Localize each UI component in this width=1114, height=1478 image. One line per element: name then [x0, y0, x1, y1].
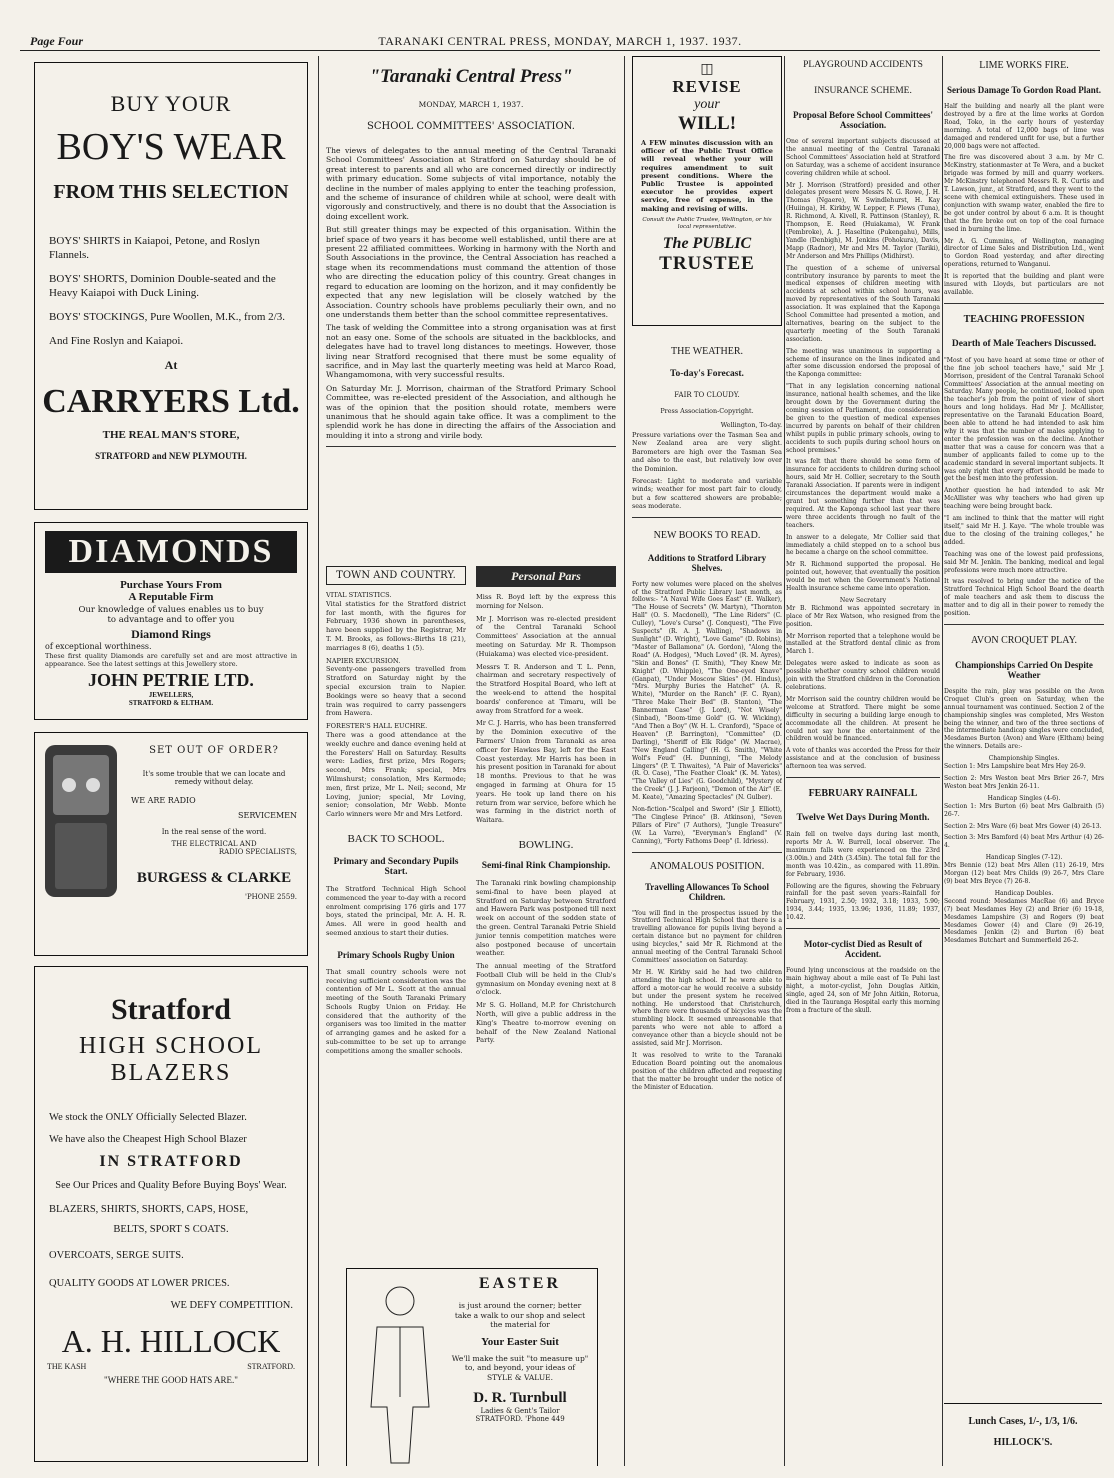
turnbull-advert	[346, 1268, 598, 1466]
ad-heading: REVISE	[672, 77, 742, 96]
advert-column	[34, 56, 308, 1466]
weather-body	[632, 431, 782, 511]
news-column	[632, 56, 782, 1466]
ad-items	[49, 234, 293, 348]
paragraph: On Saturday Mr. J. Morrison, chairman of the Stratford Primary School Committee, was re-elected president of the Association, and although he was of the opinion that the position should rotate, members were unanimous that he should again take office. It was a compliment to the splendid work he has done in directing the affairs of the Association and moulding it into a strong and virile body.	[326, 383, 616, 440]
ad-line: BELTS, SPORT S COATS.	[113, 1224, 229, 1235]
ad-line: In the real sense of the word.	[161, 828, 267, 836]
paragraph: It is reported that the building and plant were insured with Lloyds, but particulars are not available.	[944, 273, 1104, 296]
ad-line: STRATFORD.	[247, 1362, 295, 1371]
editorial-heading: SCHOOL COMMITTEES' ASSOCIATION.	[367, 121, 575, 132]
article-heading: PLAYGROUND ACCIDENTS	[803, 60, 923, 70]
section-heading: TOWN AND COUNTRY.	[326, 566, 466, 585]
ad-line: STRATFORD & ELTHAM.	[128, 699, 214, 707]
ad-line: It's some trouble that we can locate and remedy without delay.	[142, 770, 286, 786]
paragraph: Seventy-one passengers travelled from Stratford on Saturday night by the special excursion train to Napier. Bookings were so heavy that a second train was required to carry passengers from Hawera.	[326, 665, 466, 718]
books-body	[632, 581, 782, 846]
article-subheading: INSURANCE SCHEME.	[814, 86, 912, 96]
paragraph: The question of a scheme of universal contributory insurance by parents to meet the medical expenses of children meeting with accidents at school within school hours, was moved by representatives of the South Taranaki association. It was explained that the Kaponga School Committee had presented a motion, and alternatives, bearing on the subject to the quarterly meeting of the South Taranaki association.	[786, 264, 940, 343]
ad-text	[131, 745, 297, 901]
ad-heading: BLAZERS	[110, 1060, 232, 1086]
article-heading: THE WEATHER.	[670, 346, 744, 357]
ad-text: Consult the Public Trustee, Wellington, or his local representative.	[642, 216, 772, 230]
article-heading: BACK TO SCHOOL.	[347, 832, 445, 845]
anomalous-body	[632, 910, 782, 1092]
paragraph: Section 2: Mrs Ware (6) beat Mrs Gower (4) 26-13.	[944, 822, 1102, 830]
personal-pars	[476, 593, 616, 825]
ad-line: SET OUT OF ORDER?	[149, 745, 279, 756]
paragraph: But still greater things may be expected of this organisation. Within the brief space of two years it has become well established, until there are at present 22 affiliated committees. Working in harmony with the North and South Associations in the province, the Central Association has reached a stage when its recommendations must command the attention of those who are directing the education policy of this country. Great changes in regard to education are looming on the horizon, and it may confidently be expected that any new legislation will be closely watched by the Association. Country schools have problems peculiarly their own, and no one understands them better than the school committee representatives.	[326, 225, 616, 319]
ad-firm: The PUBLIC	[662, 234, 752, 252]
ad-line: Your Easter Suit	[481, 1335, 559, 1348]
paragraph: The annual meeting of the Stratford Football Club will be held in the Club's gymnasium on Monday evening next at 8 o'clock.	[476, 962, 616, 997]
article-heading: ANOMALOUS POSITION.	[649, 860, 765, 872]
divider	[944, 624, 1104, 625]
ad-line: Purchase Yours From	[120, 579, 222, 591]
burgess-clarke-advert	[34, 732, 308, 956]
article-subheading: Travelling Allowances To School Children.	[644, 881, 770, 902]
paragraph: Mr R. Richmond supported the proposal. He pointed out, however, that eventually the position would be met when the Government's National Health insurance scheme came into operation.	[786, 561, 940, 593]
column-rule	[624, 56, 625, 1466]
paragraph: It was felt that there should be some form of insurance for accidents to children during school hours, said Mr H. Collier, secretary to the South Taranaki Association. If parents were in indigent circumstances the department would make a grant but something further than that was required. At the Kaponga school last year there were three accidents through no fault of the teachers.	[786, 458, 940, 529]
paragraph: The Taranaki rink bowling championship semi-final to have been played at Stratford on Saturday between Stratford and Hawera Park was postponed till next week on account of the sodden state of the green. Central Taranaki Petrie Shield junior tennis competition matches were also postponed because of uncertain weather.	[476, 878, 616, 958]
ad-heading: Stratford	[111, 993, 231, 1026]
article-subheading: Twelve Wet Days During Month.	[796, 813, 930, 824]
radio-set-illustration	[43, 743, 121, 903]
news-column	[944, 56, 1104, 1466]
ad-firm: BURGESS & CLARKE	[136, 870, 292, 886]
subhead: VITAL STATISTICS.	[326, 591, 392, 599]
teaching-body	[944, 357, 1104, 618]
ad-firm: CARRYERS Ltd.	[42, 383, 300, 420]
ad-heading: BUY YOUR	[110, 91, 232, 116]
paragraph: It was resolved to bring under the notice of the Stratford Technical High School Board the dearth of male teachers and ask them to discuss the matter and to dig all in their power to remedy the position.	[944, 578, 1104, 618]
masthead-title: TARANAKI CENTRAL PRESS, MONDAY, MARCH 1, 1937. 1937.	[378, 34, 742, 48]
paragraph: The meeting was unanimous in supporting a scheme of insurance on the lines indicated and after some discussion endorsed the proposal of the Kaponga committee:	[786, 347, 940, 379]
ad-firm: D. R. Turnbull	[473, 1390, 567, 1406]
paragraph: Rain fell on twelve days during last month, reports Mr A. W. Burrell, local observer. The maximum falls were experienced on the 23rd (3.00in.) and 24th (3.45in). The total fall for the month was 10.42in., as compared with 11.89in. for February, 1936.	[786, 831, 940, 878]
paragraph: Section 2: Mrs Weston beat Mrs Brier 26-7, Mrs Weston beat Mrs Jenkin 26-11.	[944, 775, 1104, 790]
paragraph: Mr Morrison reported that a telephone would be installed at the Stratford dental clinic as from March 1.	[786, 632, 940, 656]
paragraph: Mr S. G. Holland, M.P. for Christchurch North, will give a public address in the King's Theatre to-morrow evening on behalf of the New Zealand National Party.	[476, 1001, 616, 1045]
paragraph: Mr C. J. Harris, who has been transferred by the Dominion executive of the Farmers' Union from Taranaki as area officer for Hawkes Bay, left for the East Coast yesterday. Mr Harris has been in his present position in Taranaki for about 18 months. Previous to that he was engaged in farming at Ohura for 15 years. He took up land there on his return from war service, before which he was farming in the district north of Waitara.	[476, 719, 616, 825]
trustee-emblem: ◫	[700, 61, 714, 77]
ad-line: STRATFORD. 'Phone 449	[475, 1415, 565, 1423]
ad-line: Our knowledge of values enables us to buy to advantage and to offer you	[78, 605, 264, 625]
article-heading: BOWLING.	[518, 838, 574, 851]
credit-line: Press Association-Copyright.	[660, 407, 754, 415]
ad-heading: your	[694, 97, 720, 112]
section-heading: Personal Pars	[476, 566, 616, 587]
article-subheading: Serious Damage To Gordon Road Plant.	[946, 85, 1102, 95]
ad-line: 'PHONE 2559.	[245, 893, 297, 901]
ad-line: BOYS' STOCKINGS, Pure Woollen, M.K., from 2/3.	[49, 311, 285, 323]
article-subheading: Primary and Secondary Pupils Start.	[333, 856, 459, 877]
paragraph: Teaching was one of the lowest paid professions, said Mr M. Jenkin. The banking, medical and legal professions were much more attractive.	[944, 550, 1104, 574]
paragraph: Second round: Mesdames MacRae (6) and Bryce (7) beat Mesdames Hey (2) and Brier (6) 19-18, Mesdames Lampshire (3) and Rogers (9) beat Mesdames Gower (4) and Clare (9) 26-19, Mesdames Jenkin (2) and Burton (6) beat Mesdames Butchart and Summerfield 26-2.	[944, 897, 1104, 945]
paragraph: Messrs T. R. Anderson and T. L. Penn, chairman and secretary respectively of the Stratford Hospital Board, who left at the week-end to attend the hospital boards' conference at Timaru, will be away from Stratford for a week.	[476, 662, 616, 715]
dateline: Wellington, To-day.	[720, 421, 782, 429]
paragraph: The views of delegates to the annual meeting of the Central Taranaki School Committees' Association at Stratford on Saturday should be of great interest to parents and all who are concerned directly or indirectly with primary education. Some subjects of vital importance, notably the decline in the number of males applying to enter the teaching profession, and the scheme of insurance of children while at school, were dealt with vigorously and constructively, and there is no doubt that the Association is doing excellent work.	[326, 146, 616, 221]
subhead: Handicap Singles (4-6).	[987, 794, 1061, 802]
article-subheading: Dearth of Male Teachers Discussed.	[951, 338, 1097, 349]
paragraph: Miss R. Boyd left by the express this morning for Nelson.	[476, 593, 616, 610]
subhead: FORESTER'S HALL EUCHRE.	[326, 722, 428, 731]
paragraph: "I am inclined to think that the matter will right itself," said Mr H. J. Kaye. "The whole trouble was due to the closing of the training colleges," he added.	[944, 515, 1104, 546]
paragraph: Found lying unconscious at the roadside on the main highway about a mile east of Te Puhi last night, a motor-cyclist, John Douglas Aitkin, single, aged 24, son of Mr John Aitkin, Rotorua, died in the Tauranga Hospital early this morning from a fracture of the skull.	[786, 967, 940, 1014]
paragraph: Half the building and nearly all the plant were destroyed by a fire at the lime works at Gordon Road, Toko, in the early hours of yesterday morning. A total of 12,000 bags of lime was damaged and rendered unfit for use, but a further 20,000 bags were not affected.	[944, 103, 1104, 150]
ad-line: RADIO SPECIALISTS,	[218, 848, 297, 856]
paragraph: Mr A. G. Cummins, of Wellington, managing director of Lime Sales and Distribution Ltd., went to Gordon Road yesterday, and after directing operations, returned to Wanganui.	[944, 237, 1104, 269]
article-heading: TEACHING PROFESSION	[963, 313, 1085, 325]
ad-line: We stock the ONLY Officially Selected Blazer.	[49, 1112, 247, 1123]
article-subheading: To-day's Forecast.	[670, 369, 744, 379]
lime-body	[944, 103, 1104, 297]
ad-line: WE DEFY COMPETITION.	[170, 1300, 293, 1311]
article-heading: Primary Schools Rugby Union	[337, 949, 455, 960]
ad-heading: HIGH SCHOOL	[79, 1033, 263, 1059]
ad-footer	[47, 1362, 295, 1371]
hillock-lunch-advert	[944, 1403, 1102, 1466]
column-rule	[784, 56, 785, 1466]
paragraph: Mrs Bennie (12) beat Mrs Allen (11) 26-19, Mrs Morgan (12) beat Mrs Childs (9) 26-7, Mrs Clare (9) beat Mrs Bryce (7) 26-8.	[944, 862, 1104, 885]
divider	[632, 517, 782, 518]
ad-line: We'll make the suit "to measure up" to, and beyond, your ideas of STYLE & VALUE.	[451, 1353, 589, 1382]
divider	[632, 852, 782, 853]
paragraph: It was resolved to write to the Taranaki Education Board pointing out the anomalous position of the children affected and requesting that the matter be brought under the notice of the Minister of Education.	[632, 1051, 782, 1091]
petrie-advert	[34, 522, 308, 720]
masthead	[20, 34, 1100, 51]
paragraph: The Stratford Technical High School commenced the year to-day with a record enrolment comprising 176 girls and 177 boys, stated the principal, Mr. A. H. R. Ames. All were in good health and seemed anxious to start their duties.	[326, 884, 466, 937]
article-subheading: Championships Carried On Despite Weather	[955, 659, 1093, 680]
news-subcolumn	[476, 566, 616, 1049]
paragraph: A vote of thanks was accorded the Press for their assistance and at the conclusion of business afternoon tea was served.	[786, 747, 940, 771]
editorial-body	[326, 146, 616, 440]
hillock-advert	[34, 966, 308, 1462]
town-and-country	[326, 591, 466, 819]
article-subheading: Additions to Stratford Library Shelves.	[647, 552, 767, 573]
editorial-date: MONDAY, MARCH 1, 1937.	[418, 100, 524, 109]
page-number: Page Four	[30, 34, 84, 48]
ad-text: A FEW minutes discussion with an officer of the Public Trust Office will reveal whether your will requires amendment to suit present conditions. Where the Public Trustee is appointed executor he provides expert service, free of expense, in the making and revising of wills.	[641, 139, 773, 213]
paragraph: In answer to a delegate, Mr Collier said that immediately a child stepped on to a school bus he became a charge on the school committee.	[786, 533, 940, 557]
divider	[944, 303, 1104, 304]
paragraph: That small country schools were not receiving sufficient consideration was the contention of Mr L. Scott at the annual meeting of the South Taranaki Primary Schools Rugby Union on Friday. He considered that the authority of the organisers was too limited in the matter of arranging games and he asked for a sub-committee to be set up to arrange competitions among the smaller schools.	[326, 967, 466, 1055]
ad-line: BLAZERS, SHIRTS, SHORTS, CAPS, HOSE,	[49, 1204, 249, 1215]
ad-line: At	[164, 358, 178, 372]
ad-line: See Our Prices and Quality Before Buying Boys' Wear.	[55, 1180, 287, 1191]
ad-heading: EASTER	[478, 1275, 562, 1292]
paragraph: Following are the figures, showing the February rainfall for the past seven years:-Rainfall for February, 1931, 2.50; 1932, 3.18; 1933, 5.90; 1934, 3.44; 1935, 13.96; 1936, 11.89; 1937, 10.42.	[786, 882, 940, 922]
article-heading: FEBRUARY RAINFALL	[808, 788, 918, 800]
paper-title: "Taranaki Central Press"	[369, 66, 573, 87]
ad-line: Ladies & Gent's Tailor	[480, 1407, 560, 1415]
ad-line: And Fine Roslyn and Kaiapoi.	[49, 335, 184, 347]
paragraph: The task of welding the Committee into a strong organisation was at first not an easy one. Some of the schools are situated in the backblocks, and delegates have had to travel long distances to meetings. However, those living near Stratford recognised that there must be some equality of sacrifice, and in May last the quarterly meeting was held at Marco Road, Whangamomona, with very successful results.	[326, 323, 616, 380]
article-heading: NEW BOOKS TO READ.	[653, 529, 761, 541]
paragraph: Mr J. Morrison was re-elected president of the Central Taranaki School Committees' Association at the annual meeting on Saturday. Mr R. Thompson (Huiakama) was elected vice-president.	[476, 614, 616, 658]
article-subheading: Proposal Before School Committees' Association.	[793, 110, 933, 130]
subhead: Championship Singles.	[988, 755, 1060, 763]
ad-line: THE KASH	[47, 1362, 87, 1371]
croquet-body	[944, 688, 1104, 945]
article-subheading: Semi-final Rink Championship.	[481, 860, 611, 871]
ad-line: These first quality Diamonds are carefully set and are most attractive in appearance. See the latest settings at this Jewellery store.	[45, 652, 297, 668]
ad-line: THE ELECTRICAL AND	[171, 840, 257, 848]
ad-line: JEWELLERS,	[148, 691, 194, 699]
paragraph: "Most of you have heard at some time or other of the fine job school teachers have," said Mr J. Morrison, president of the Central Taranaki School Committees' Association at the annual meeting on Saturday. Many people, he continued, looked upon the teacher's job from the point of view of short hours and long holidays. Had Mr J. McAllister, representative on the Taranaki Education Board, been able to attend he had intended to ask him why it was that the number of males applying to enter the profession was on the decline. Another matter that was a cause for concern was that a number of applicants failed to come up to the academic standard in several important subjects. It was only right that every effort should be made to get the best men into the profession.	[944, 356, 1104, 483]
subhead: NAPIER EXCURSION.	[326, 656, 401, 665]
ad-firm: A. H. HILLOCK	[61, 1323, 281, 1359]
paragraph: Despite the rain, play was possible on the Avon Croquet Club's green on Saturday, when the annual tournament was continued. Section 2 of the championship singles was completed, Mrs Weston being the winner, and two of the three sections of the intermediate handicap singles were concluded, Mesdames Burton (Avon) and Ware (Eltham) being the winners. Details are:-	[944, 687, 1104, 751]
paragraph: Mr B. Richmond was appointed secretary in place of Mr Rex Watson, who resigned from the position.	[786, 604, 940, 628]
gentleman-illustration	[355, 1277, 445, 1466]
ad-line: STRATFORD and NEW PLYMOUTH.	[95, 451, 247, 461]
ad-items	[49, 1111, 293, 1313]
divider	[326, 446, 616, 447]
ad-line: BOYS' SHORTS, Dominion Double-seated and the Heavy Kaiapoi with Duck Lining.	[49, 273, 276, 299]
ad-line: A Reputable Firm	[128, 591, 214, 603]
paragraph: Forecast: Light to moderate and variable winds; weather for most part fair to cloudy, but a few scattered showers are probable; seas moderate.	[632, 477, 782, 511]
carryers-advert	[34, 62, 308, 510]
news-column	[786, 56, 940, 1466]
article-heading: Motor-cyclist Died as Result of Accident.	[803, 939, 923, 960]
bowling-body	[476, 879, 616, 1045]
paragraph: Another question he had intended to ask Mr McAllister was why teachers who had given up teaching were being brought back.	[944, 487, 1104, 511]
ad-line: Diamond Rings	[131, 627, 211, 641]
ad-firm: HILLOCK'S.	[993, 1437, 1053, 1448]
article-heading: AVON CROQUET PLAY.	[970, 634, 1078, 646]
paragraph: One of several important subjects discussed at the annual meeting of the Central Taranaki School Committees' Association held at Stratford on Saturday, was a scheme of accident insurance covering children while at school.	[786, 138, 940, 177]
column-rule	[942, 56, 943, 1466]
ad-text	[451, 1275, 589, 1423]
ad-line: THE REAL MAN'S STORE,	[102, 429, 240, 441]
article-heading: LIME WORKS FIRE.	[979, 60, 1069, 71]
subhead: Handicap Doubles.	[994, 889, 1054, 897]
subhead: New Secretary	[839, 596, 887, 604]
ad-line: is just around the corner; better take a walk to our shop and select the material for	[454, 1301, 586, 1329]
paragraph: Forty new volumes were placed on the shelves of the Stratford Public Library last month, as follows:- "A Naval Wife Goes East" (E. Walker), "The House of Secrets" (W. Martyn), "Thornton Hall" (O. S. Macdonell), "The Line Riders" (C. Culley), "Love's Curse" (J. Conquest), "The Five Suspects" (R. A. J. Walling), "Shadows in Sunlight" (D. Wright), "Love Game" (D. Robins), "Master of Ballamona" (A. Gordon), "Along the Road" (A. Hodges), "Much Loved" (R. M. Ayres), "Skin and Bones" (T. Smith), "They Knew Mr. Knight" (D. Whipple), "The One-eyed Knave" (Ganpat), "Under Moscow Skies" (M. Hindus), "Mrs. Murphy Buries the Hatchet" (A. R. White), "Murder on the Ranch" (F. C. Ryan), "Three Make Their Bed" (B. Stanton), "The Bannerman Case" (J. Lord), "Not Wisely" (Sinbad), "Boom-time Gold" (G. W. Wicking), "And Then a Boy" (W. H. L. Cranford), "Space of Heaven" (P. Barrington), "Committee" (D. Darling), "Sheriff of Elk Ridge" (W. Macrae), "New England Calling" (H. G. Smith), "White Wolf's Feud" (H. Dunning), "The Melody Lingers" (P. T. Thwaites), "A Pair of Mavericks" (R. O. Case), "The Feather Cloak" (K. M. Yates), "The Valley of Lies" (G. Goodchild), "Mystery of the Creek" (J. J. Farjeon), "Demon of the Air" (E. M. Keate), "Amazing Spectacles" (N. Gulber).	[632, 580, 782, 802]
ad-line: We have also the Cheapest High School Blazer	[49, 1134, 247, 1145]
ad-line: WE ARE RADIO	[131, 796, 196, 805]
ad-line: IN STRATFORD	[99, 1153, 243, 1170]
forecast-summary: FAIR TO CLOUDY.	[674, 391, 740, 399]
ad-line: of exceptional worthiness.	[45, 642, 152, 651]
subhead: Handicap Singles (7-12).	[985, 854, 1063, 862]
ad-line: OVERCOATS, SERGE SUITS.	[49, 1250, 184, 1261]
ad-line: QUALITY GOODS AT LOWER PRICES.	[49, 1278, 230, 1289]
column-rule	[318, 56, 319, 1466]
ad-heading: DIAMONDS	[45, 531, 297, 573]
ad-line: "WHERE THE GOOD HATS ARE."	[104, 1375, 238, 1385]
ad-firm: JOHN PETRIE LTD.	[88, 670, 254, 690]
ad-heading: BOY'S WEAR	[56, 126, 286, 168]
paragraph: Mr J. Morrison (Stratford) presided and other delegates present were Messrs N. G. Rowe, J. H. Thomas (Ngaere), W. Swindlehurst, H. Kay (Huiinga), H. Kirkby, W. Lepper, F. Plews (Tuna), R. Richmond, A. Kivell, R. Pattinson (Stanley), R. Thompson, E. Reed (Huiakama), W. Frank (Pembroke), A. J. Haseltine (Pukengahu), Mills, Yandle (Denbigh), M. Jenkins (Pohokura), Davis, Mapp (Radnor), Mr and Mrs M. Taylor (Tariki), Mr Anderson and Mrs Phillips (Midhirst).	[786, 181, 940, 260]
paragraph: Non-fiction-"Scalpel and Sword" (Sir J. Elliott), "The Cinglese Prince" (B. Atkinson), "Seven Pillars of Fire" (7 Authors), "Jungle Treasure" (W. La Varre), "Everyman's England" (V. Canning), "Forty Fathoms Deep" (I. Idriess).	[632, 806, 782, 845]
paragraph: Vital statistics for the Stratford district for last month, with the figures for February, 1936 shown in parentheses, have been supplied by the Registrar, Mr T. M. Brooks, as follows:-Births 18 (21), marriages 8 (6), deaths 1 (5).	[326, 599, 466, 652]
ad-heading: WILL!	[677, 113, 737, 134]
news-subcolumn	[326, 566, 466, 1060]
playground-body	[786, 138, 940, 771]
ad-heading: FROM THIS SELECTION	[53, 181, 289, 203]
divider	[786, 928, 940, 929]
paragraph: Section 1: Mrs Lampshire beat Mrs Hey 26-9.	[944, 763, 1086, 771]
ad-line: SERVICEMEN	[238, 811, 297, 820]
public-trustee-advert	[632, 56, 782, 326]
ad-firm: TRUSTEE	[659, 252, 755, 274]
rainfall-body	[786, 831, 940, 922]
editorial-column	[326, 56, 616, 1466]
ad-line: Lunch Cases, 1/-, 1/3, 1/6.	[968, 1416, 1078, 1427]
paragraph: Section 1: Mrs Burton (6) beat Mrs Galbraith (5) 26-7.	[944, 802, 1104, 818]
paragraph: "That in any legislation concerning national insurance, national health schemes, and the like brought down by the Government during the coming session of Parliament, due consideration be given to the question of medical expenses incurred by parents on behalf of their children whilst pupils in public primary schools, owing to accidents to such pupils during school hours on school premises."	[786, 383, 940, 454]
divider	[786, 777, 940, 778]
ad-line: BOYS' SHIRTS in Kaiapoi, Petone, and Roslyn Flannels.	[49, 235, 260, 261]
paragraph: Pressure variations over the Tasman Sea and New Zealand area are very slight. Barometers are high over the Tasman Sea and also to the east, but relatively low over the Dominion.	[632, 431, 782, 473]
paragraph: Section 3: Mrs Bamford (4) beat Mrs Arthur (4) 26-4.	[944, 834, 1104, 850]
paragraph: Mr H. W. Kirkby said he had two children attending the high school. If he were able to afford a motor-car he would receive a subsidy but under the present system he received nothing. He understood that Christchurch, where there were thousands of bicycles was the stumbling block. It seemed unreasonable that parents who were not able to afford a conveyance other than a bicycle should not be assisted, said Mr J. Morrison.	[632, 968, 782, 1048]
paragraph: "You will find in the prospectus issued by the Stratford Technical High School that there is a travelling allowance for pupils living beyond a certain distance but no payment for children using bicycles," said Mr R. Richmond at the annual meeting of the Central Taranaki School Committees' association on Saturday.	[632, 909, 782, 964]
paragraph: There was a good attendance at the weekly euchre and dance evening held at the Foresters' Hall on Saturday. Results were: Ladies, first prize, Mrs Rogers; second, Mrs Frank; special, Mrs Wilmshurst; consolation, Mrs Kermode; men, first prize, Mr L. Neil; second, Mr Loving, junior; special, Mr Loving, senior; consolation, Mr Webb. Monte Carlo winners were Mr and Mrs Letford.	[326, 730, 466, 819]
paragraph: Mr Morrison said the country children would be welcome at Stratford. There might be some difficulty in securing a building large enough to accommodate all the children. At present he could not say how the entertainment of the children would be financed.	[786, 695, 940, 743]
paragraph: Delegates were asked to indicate as soon as possible whether country school children would join with the Stratford children in the Coronation celebrations.	[786, 660, 940, 691]
paragraph: The fire was discovered about 3 a.m. by Mr C. McKinstry, stationmaster at Te Wera, and a bucket brigade was formed by mill and quarry workers. Mr McKinstry telephoned Messrs R. R. Curtis and T. Lawson, junr., at Stratford, and they went to the scene with chemical extinguishers. These used in conjunction with swamp water, enabled the fire to be got under control by about 6 a.m. It is thought that the fire broke out on top of the coal furnace used in burning the lime.	[944, 154, 1104, 233]
